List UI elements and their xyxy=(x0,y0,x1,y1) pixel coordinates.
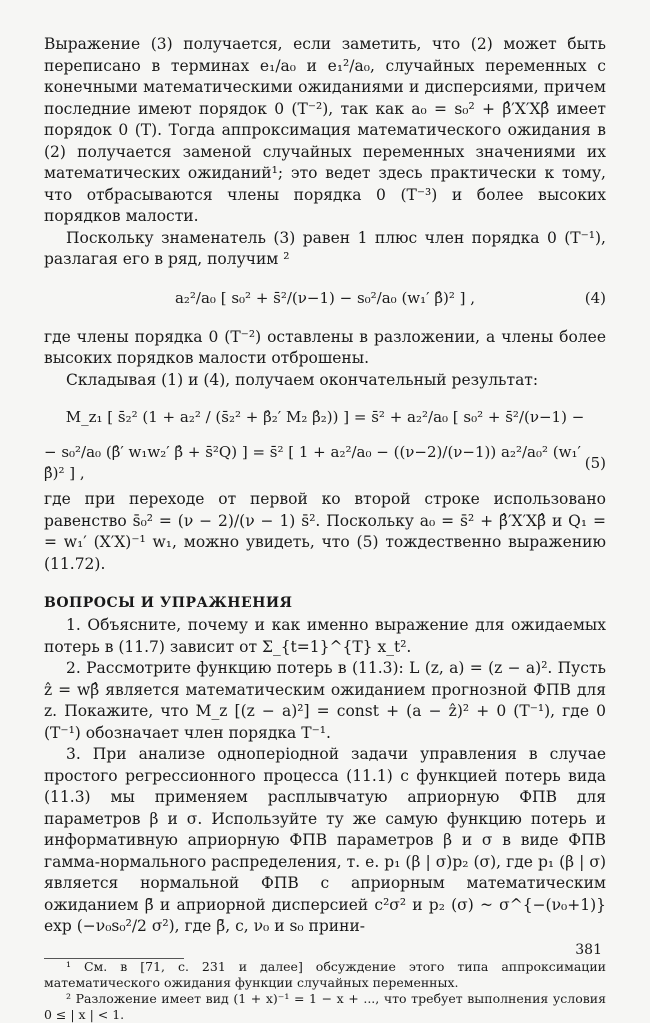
page-number: 381 xyxy=(575,942,602,958)
question-1: 1. Объясните, почему и как именно выражение для ожидаемых потерь в (11.7) зависит от Σ_{t=1}^{T} x_t². xyxy=(44,616,606,656)
paragraph-1: Выражение (3) получается, если заметить, что (2) может быть переписано в терминах e₁/a₀ и e₁²/a₀, случайных переменных с конечными математическими ожиданиями и дисперсиями, причем последние имеют порядок 0 (T⁻²), так как a₀ = s₀² + β̂′X′Xβ̂ имеет порядок 0 (T). Тогда аппроксимация математического ожидания в (2) получается заменой случайных переменных значениями их математических ожиданий¹; это ведет здесь практически к тому, что отбрасываются члены порядка 0 (T⁻³) и более высоких порядков малости. xyxy=(44,35,606,225)
equation-5b-body: − s₀²/a₀ (β̂′ w₁w₂′ β̂ + s̄²Q) ] = s̄² [ 1 + a₂²/a₀ − ((ν−2)/(ν−1)) a₂²/a₀² (w₁′ β̂)² ] , xyxy=(44,443,581,482)
equation-5-line-1 xyxy=(44,397,606,437)
equation-5-number: (5) xyxy=(584,453,606,472)
equation-5a-body: M_z₁ [ s̄₂² (1 + a₂² / (s̄₂² + β̂₂′ M₂ β̂₂)) ] = s̄² + a₂²/a₀ [ s₀² + s̄²/(ν−1) − xyxy=(65,407,585,426)
question-2: 2. Рассмотрите функцию потерь в (11.3): L (z, a) = (z − a)². Пусть ẑ = wβ̂ является математическим ожиданием прогнозной ФПВ для z. Покажите, что M_z [(z − a)²] = const + (a − ẑ)² + 0 (T⁻¹), где 0 (T⁻¹) обозначает член порядка T⁻¹. xyxy=(44,659,606,742)
paragraph-3: где члены порядка 0 (T⁻²) оставлены в разложении, а члены более высоких порядков малости отброшены. xyxy=(44,327,606,367)
page-body xyxy=(44,34,606,1023)
equation-4 xyxy=(44,277,606,321)
paragraph-5: где при переходе от первой ко второй строке использовано равенство s̄₀² = (ν − 2)/(ν − 1) s̄². Поскольку a₀ = s̄² + β̂′X′Xβ̂ и Q₁ = = w₁′ (X′X)⁻¹ w₁, можно увидеть, что (5) тождественно выражению (11.72). xyxy=(44,490,606,573)
question-3: 3. При анализе одноперіодной задачи управления в случае простого регрессионного процесса (11.1) с функцией потерь вида (11.3) мы применяем расплывчатую априорную ФПВ для параметров β и σ. Используйте ту же самую функцию потерь и информативную априорную ФПВ параметров β и σ в виде ФПВ гамма-нормального распределения, т. е. p₁ (β | σ)p₂ (σ), где p₁ (β | σ) является нормальной ФПВ с априорным математическим ожиданием β̄ и априорной дисперсией c²σ² и p₂ (σ) ~ σ^{−(ν₀+1)} exp (−ν₀s₀²/2 σ²), где β̄, c, ν₀ и s₀ прини- xyxy=(44,745,606,935)
footnote-2: ² Разложение имеет вид (1 + x)⁻¹ = 1 − x + ..., что требует выполнения условия 0 ≤ | x | < 1. xyxy=(44,990,606,1022)
paragraph-2: Поскольку знаменатель (3) равен 1 плюс член порядка 0 (T⁻¹), разлагая его в ряд, получим ² xyxy=(44,228,606,268)
paragraph-4: Складывая (1) и (4), получаем окончательный результат: xyxy=(66,370,539,389)
equation-5-line-2 xyxy=(44,443,606,483)
section-heading: ВОПРОСЫ И УПРАЖНЕНИЯ xyxy=(44,595,293,611)
equation-4-body: a₂²/a₀ [ s₀² + s̄²/(ν−1) − s₀²/a₀ (w₁′ β̂)² ] , xyxy=(174,289,476,307)
footnote-1: ¹ См. в [71, с. 231 и далее] обсуждение этого типа аппроксимации математического ожидания функции случайных переменных. xyxy=(44,958,606,990)
equation-4-number: (4) xyxy=(584,289,606,307)
